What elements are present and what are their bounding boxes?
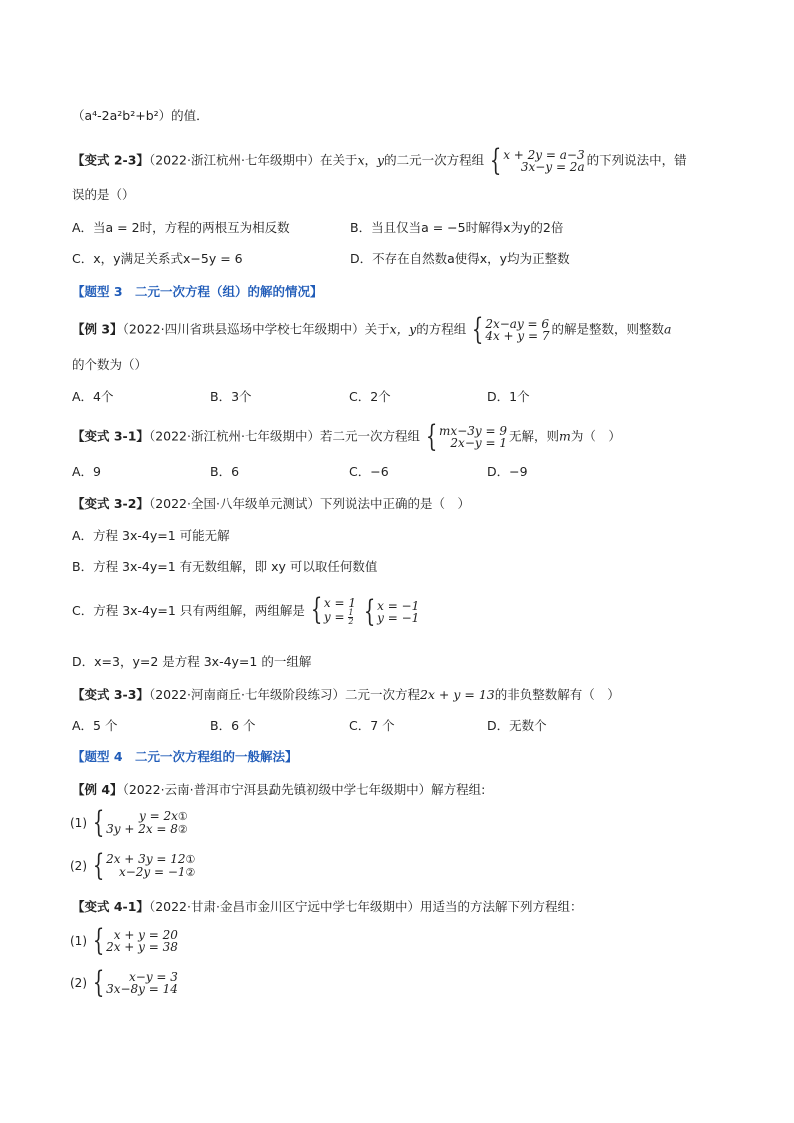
section-heading-type-4: 【题型 4 二元一次方程组的一般解法】: [72, 749, 298, 764]
equation-system: { x + y = 20 2x + y = 38: [92, 923, 178, 958]
option-b: B．方程 3x-4y=1 有无数组解，即 xy 可以取任何数值: [72, 559, 378, 574]
option-b: B．当且仅当a = −5时解得x为y的2倍: [350, 220, 564, 235]
option-a: A．4个: [72, 389, 114, 404]
continuation-line: （a⁴-2a²b²+b²）的值．: [72, 108, 209, 123]
equation-system: { 2x−ay = 6 4x + y = 7: [472, 312, 550, 347]
equation-system: { mx−3y = 9 2x−y = 1: [425, 419, 507, 454]
option-d: D．−9: [487, 464, 528, 479]
option-a: A．5 个: [72, 718, 118, 733]
example-3-question-cont: 的个数为（）: [72, 357, 148, 372]
option-c: C．x，y满足关系式x−5y = 6: [72, 251, 243, 266]
option-c: C．方程 3x-4y=1 只有两组解，两组解是 { x = 1 y = $\frac{1}{2}$ { x = −1 y = −1: [72, 592, 420, 629]
variant-4-1-part-1: (1) { x + y = 20 2x + y = 38: [70, 923, 178, 958]
option-a: A．当a = 2时，方程的两根互为相反数: [72, 220, 290, 235]
equation-system: { y = 2x① 3y + 2x = 8②: [92, 805, 188, 840]
example-3-question: 【例 3】（2022·四川省珙县巡场中学校七年级期中）关于x，y的方程组 { 2x−ay = 6 4x + y = 7 的解是整数，则整数a: [72, 312, 672, 347]
variant-4-1-part-2: (2) { x−y = 3 3x−8y = 14: [70, 965, 178, 1000]
variant-2-3-question: 【变式 2-3】（2022·浙江杭州·七年级期中）在关于x，y的二元一次方程组 { x + 2y = a−3 3x−y = 2a 的下列说法中，错: [72, 143, 687, 178]
equation-system: { x−y = 3 3x−8y = 14: [92, 965, 178, 1000]
variant-3-1-question: 【变式 3-1】（2022·浙江杭州·七年级期中）若二元一次方程组 { mx−3y = 9 2x−y = 1 无解，则m为（ ）: [72, 419, 621, 454]
option-a: A．方程 3x-4y=1 可能无解: [72, 528, 230, 543]
option-b: B．3个: [210, 389, 252, 404]
fraction: $\frac{1}{2}$: [348, 608, 354, 626]
variant-3-2-question: 【变式 3-2】（2022·全国·八年级单元测试）下列说法中正确的是（ ）: [72, 496, 470, 511]
option-d: D．不存在自然数a使得x，y均为正整数: [350, 251, 570, 266]
option-c: C．−6: [349, 464, 389, 479]
variant-3-3-question: 【变式 3-3】（2022·河南商丘·七年级阶段练习）二元一次方程2x + y = 13的非负整数解有（ ）: [72, 687, 620, 702]
example-4-part-2: (2) { 2x + 3y = 12① x−2y = −1②: [70, 848, 196, 883]
option-b: B．6 个: [210, 718, 256, 733]
equation-system: { x = 1 y = $\frac{1}{2}$: [310, 592, 357, 627]
option-d: D．x=3，y=2 是方程 3x-4y=1 的一组解: [72, 654, 312, 669]
option-c: C．2个: [349, 389, 391, 404]
equation-system: { x = −1 y = −1: [363, 593, 420, 629]
example-4-part-1: (1) { y = 2x① 3y + 2x = 8②: [70, 805, 188, 840]
option-d: D．无数个: [487, 718, 547, 733]
option-a: A．9: [72, 464, 102, 479]
option-b: B．6: [210, 464, 240, 479]
variant-2-3-question-cont: 误的是（）: [72, 187, 135, 202]
equation-system: { 2x + 3y = 12① x−2y = −1②: [92, 848, 196, 883]
equation-system: { x + 2y = a−3 3x−y = 2a: [489, 143, 585, 178]
variant-4-1-question: 【变式 4-1】（2022·甘肃·金昌市金川区宁远中学七年级期中）用适当的方法解下列方程组：: [72, 899, 583, 914]
section-heading-type-3: 【题型 3 二元一次方程（组）的解的情况】: [72, 284, 323, 299]
option-c: C．7 个: [349, 718, 395, 733]
example-4-question: 【例 4】（2022·云南·普洱市宁洱县勐先镇初级中学七年级期中）解方程组:: [72, 782, 486, 797]
option-d: D．1个: [487, 389, 530, 404]
